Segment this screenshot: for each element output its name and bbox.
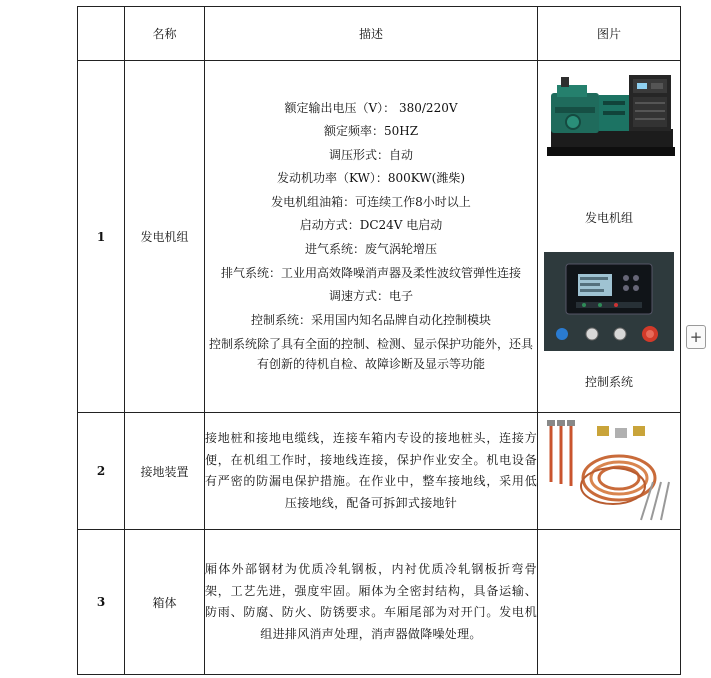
table-row-enclosure <box>78 530 681 675</box>
description-text: 接地桩和接地电缆线，连接车箱内专设的接地桩头，连接方便，在机组工作时，接地线连接，保护作业安全。机电设备有严密的防漏电保护措施。在作业中，整车接地线，采用低压接地线，配备可拆卸式接地针 <box>205 431 537 510</box>
grounding-kit-photo <box>541 416 677 526</box>
header-description: 描述 <box>205 7 538 61</box>
spec-line: 进气系统：废气涡轮增压 <box>304 241 437 256</box>
spec-line: 额定输出电压（V）： 380/220V <box>284 100 458 115</box>
image-cell <box>538 530 681 675</box>
item-name: 发电机组 <box>125 61 205 413</box>
header-row <box>78 7 681 61</box>
header-name: 名称 <box>125 7 205 61</box>
row-number: 3 <box>78 530 125 675</box>
item-description <box>205 530 538 675</box>
control-panel-photo <box>544 252 674 351</box>
spec-line: 发动机功率（KW）：800KW(潍柴) <box>276 171 465 186</box>
header-no <box>78 7 125 61</box>
spec-line: 调压形式：自动 <box>328 147 413 162</box>
spec-line: 控制系统除了具有全面的控制、检测、显示保护功能外，还具有创新的待机自检、故障诊断及显示等功能 <box>208 337 533 372</box>
item-description <box>205 413 538 530</box>
spec-line: 排气系统：工业用高效降噪消声器及柔性波纹管弹性连接 <box>220 266 521 281</box>
header-image: 图片 <box>538 7 681 61</box>
add-button[interactable]: + <box>686 325 706 349</box>
spec-line: 发电机组油箱：可连续工作8小时以上 <box>271 194 471 209</box>
item-name: 箱体 <box>125 530 205 675</box>
row-number: 2 <box>78 413 125 530</box>
spec-line: 额定频率：50HZ <box>323 124 419 139</box>
generator-set-photo <box>543 67 676 167</box>
image-caption: 控制系统 <box>584 375 633 389</box>
table-row-grounding <box>78 413 681 530</box>
item-name: 接地装置 <box>125 413 205 530</box>
image-caption: 发电机组 <box>584 211 633 225</box>
spec-line: 调速方式：电子 <box>328 289 413 304</box>
spec-table <box>77 6 681 675</box>
image-cell <box>538 413 681 530</box>
description-text: 厢体外部钢材为优质冷轧钢板，内衬优质冷轧钢板折弯骨架，工艺先进，强度牢固。厢体为全密封结构，具备运输、防雨、防腐、防火、防锈要求。车厢尾部为对开门。发电机组进排风消声处理，消声器做降噪处理。 <box>205 562 537 641</box>
image-cell <box>538 61 681 413</box>
spec-line: 启动方式：DC24V 电启动 <box>299 218 443 233</box>
item-description <box>205 61 538 413</box>
table-row-generator <box>78 61 681 413</box>
spec-line: 控制系统：采用国内知名品牌自动化控制模块 <box>250 312 491 327</box>
row-number: 1 <box>78 61 125 413</box>
